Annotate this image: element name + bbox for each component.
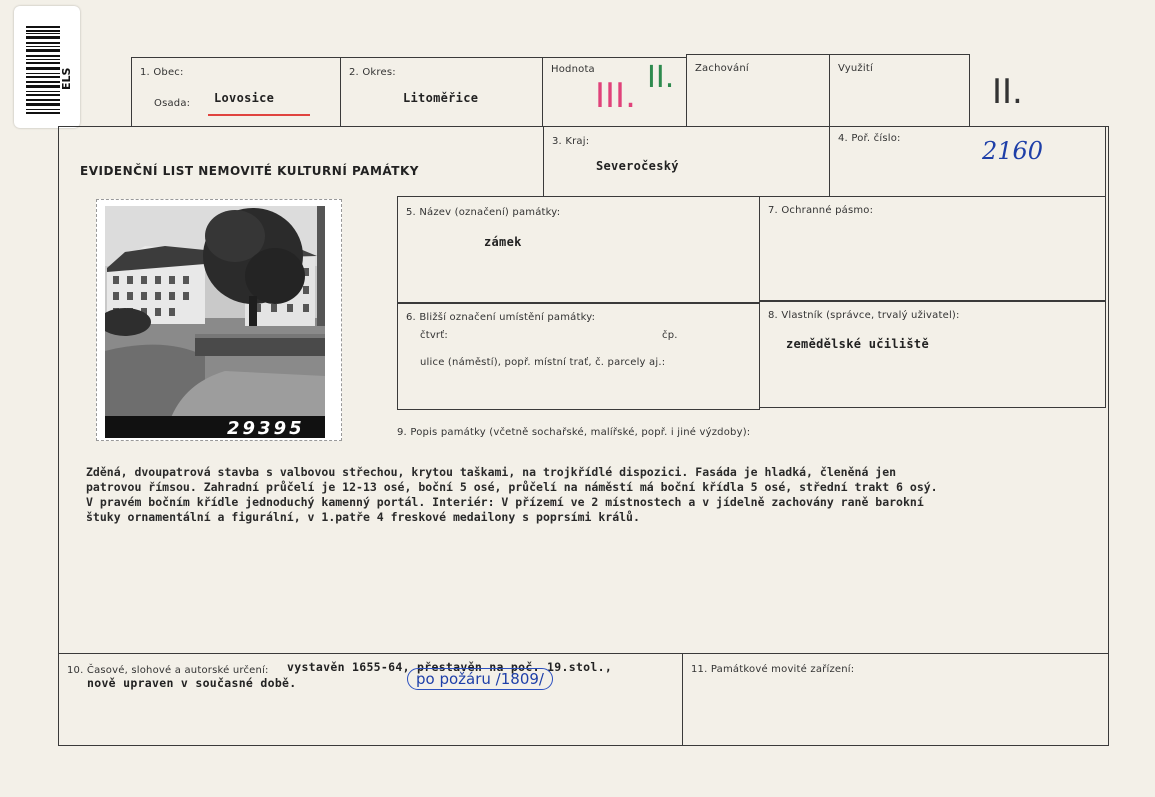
- ulice-label: ulice (náměstí), popř. místní trať, č. parcely aj.:: [420, 357, 666, 368]
- side-mark: II.: [992, 72, 1023, 112]
- barcode-sticker: [14, 6, 80, 128]
- kraj-cell: [543, 126, 830, 197]
- nazev-value: zámek: [484, 235, 522, 249]
- umisteni-cell: [397, 302, 760, 410]
- kraj-value: Severočeský: [596, 159, 679, 173]
- vlastnik-cell: [759, 300, 1106, 408]
- popis-label: 9. Popis památky (včetně sochařské, malířské, popř. i jiné výzdoby):: [397, 427, 751, 438]
- popis-line-2: patrovou římsou. Zahradní průčelí je 12-13 osé, boční 5 osé, průčelí na náměstí má boční křídla 5 osé, střední trakt 6 osý.: [86, 480, 938, 494]
- castle-photo: [105, 206, 325, 438]
- hodnota-green-mark: II.: [647, 60, 675, 95]
- obec-label: 1. Obec:: [140, 67, 184, 78]
- urceni-handwritten-note: po požáru /1809/: [407, 668, 553, 690]
- form-title: EVIDENČNÍ LIST NEMOVITÉ KULTURNÍ PAMÁTKY: [80, 164, 419, 178]
- hodnota-red-mark: III.: [595, 76, 636, 116]
- urceni-line-2: nově upraven v současné době.: [87, 676, 297, 690]
- poradove-cislo-cell: [829, 126, 1106, 197]
- nazev-cell: [397, 196, 760, 304]
- vyuziti-cell: [829, 54, 970, 127]
- vyuziti-label: Využití: [838, 63, 873, 74]
- zachovani-label: Zachování: [695, 63, 749, 74]
- zachovani-cell: [686, 54, 830, 127]
- vlastnik-value: zemědělské učiliště: [786, 337, 929, 351]
- ochranne-pasmo-cell: [759, 196, 1106, 302]
- barcode-icon: [26, 26, 60, 116]
- photo-frame: [96, 199, 342, 441]
- cp-label: čp.: [662, 330, 678, 341]
- ctvrt-label: čtvrť:: [420, 330, 448, 341]
- kraj-label: 3. Kraj:: [552, 136, 590, 147]
- poradove-cislo-value: 2160: [982, 137, 1044, 165]
- osada-label: Osada:: [154, 98, 191, 109]
- movite-zarizeni-label: 11. Památkové movité zařízení:: [691, 664, 855, 675]
- obec-cell: [131, 57, 341, 127]
- umisteni-label: 6. Bližší označení umístění památky:: [406, 312, 596, 323]
- movite-zarizeni-cell: [682, 653, 1109, 746]
- barcode-text: ELS: [60, 67, 73, 90]
- nazev-label: 5. Název (označení) památky:: [406, 207, 561, 218]
- popis-line-1: Zděná, dvoupatrová stavba s valbovou střechou, krytou taškami, na trojkřídlé dispozici. Fasáda je hladká, členěná jen: [86, 465, 897, 479]
- poradove-cislo-label: 4. Poř. číslo:: [838, 133, 901, 144]
- hodnota-label: Hodnota: [551, 64, 595, 75]
- okres-cell: [340, 57, 543, 127]
- hodnota-cell: [542, 57, 687, 127]
- okres-label: 2. Okres:: [349, 67, 396, 78]
- photo-number: 29395: [227, 418, 305, 438]
- urceni-cell: [58, 653, 683, 746]
- vlastnik-label: 8. Vlastník (správce, trvalý uživatel):: [768, 310, 960, 321]
- red-underline: [208, 114, 310, 116]
- popis-line-3: V pravém bočním křídle jednoduchý kamenný portál. Interiér: V přízemí ve 2 místnostech a v jídelně zachovány raně barokní: [86, 495, 924, 509]
- urceni-line-1: vystavěn 1655-64, přestavěn na poč. 19.stol.,: [287, 660, 613, 674]
- ochranne-pasmo-label: 7. Ochranné pásmo:: [768, 205, 874, 216]
- okres-value: Litoměřice: [403, 91, 479, 105]
- popis-line-4: štuky ornamentální a figurální, v 1.patře 4 freskové medailony s poprsími králů.: [86, 510, 640, 524]
- osada-value: Lovosice: [214, 91, 275, 105]
- urceni-label: 10. Časové, slohové a autorské určení:: [67, 665, 269, 676]
